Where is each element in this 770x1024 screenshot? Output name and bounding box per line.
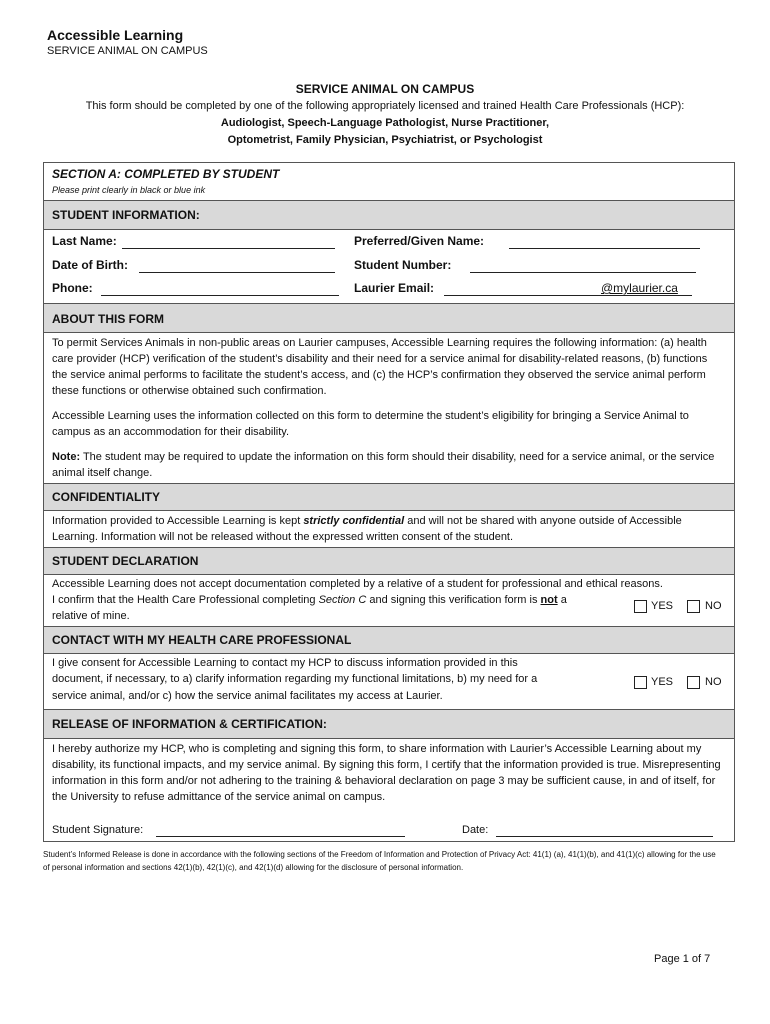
about-band	[44, 303, 734, 333]
about-paragraph-1: To permit Services Animals in non-public areas on Laurier campuses, Accessible Learning requires the following information: (a) health care provider (HCP) verification of the student’s disability and their need for a service animal for disability-related reasons, (b) functions the service animal performs to facilitate the student’s access, and (c) the HCP’s confirmation they observed the service animal perform these functions or otherwise obtained such confirmation.	[52, 337, 708, 397]
confidentiality-emphasis: strictly confidential	[303, 515, 405, 527]
declaration-line-3: relative of mine.	[52, 610, 130, 622]
last-name-field[interactable]	[122, 248, 335, 249]
declaration-line-2c: a	[557, 594, 567, 606]
dob-label: Date of Birth:	[52, 258, 128, 272]
release-text: I hereby authorize my HCP, who is completing and signing this form, to share information with Laurier’s Accessible Learning about my disability, its functional impacts, and my service animal. By signing this form, I certify that the information provided is true. Misrepresenting information in this form and/or not adhering to the training & behavioral declaration on page 3 may be sufficient cause, in and of itself, for the University to refuse admittance of the service animal on campus.	[52, 743, 721, 803]
declaration-section-c: Section C	[318, 594, 367, 606]
declaration-not: not	[540, 594, 558, 606]
hcp-list-line1: Audiologist, Speech-Language Pathologist, Nurse Practitioner,	[220, 117, 550, 129]
preferred-name-label: Preferred/Given Name:	[354, 234, 485, 248]
last-name-label: Last Name:	[52, 234, 117, 248]
section-a-note: Please print clearly in black or blue ink	[52, 185, 206, 195]
date-label: Date:	[462, 824, 489, 836]
confidentiality-heading: CONFIDENTIALITY	[52, 490, 160, 504]
contact-no-checkbox[interactable]	[687, 676, 700, 689]
release-heading: RELEASE OF INFORMATION & CERTIFICATION:	[52, 717, 327, 731]
dob-field[interactable]	[139, 272, 335, 273]
about-heading: ABOUT THIS FORM	[52, 312, 164, 326]
about-paragraph-2: Accessible Learning uses the information collected on this form to determine the student’s eligibility for bringing a Service Animal to campus as an accommodation for their disability.	[52, 410, 689, 438]
contact-heading: CONTACT WITH MY HEALTH CARE PROFESSIONAL	[52, 633, 352, 647]
note-text: The student may be required to update the information on this form should their disability, need for a service animal, or the service animal itself change.	[52, 451, 715, 479]
hcp-list-line2: Optometrist, Family Physician, Psychiatrist, or Psychologist	[227, 134, 543, 146]
confidentiality-text-b: and will not be shared with anyone outside of Accessible Learning. Information will not be released without the expressed written consent of the student.	[52, 515, 682, 543]
contact-yes-label: YES	[651, 676, 674, 688]
about-paragraph-3	[52, 449, 724, 481]
header-subtitle: SERVICE ANIMAL ON CAMPUS	[47, 45, 208, 57]
contact-line-2: document, if necessary, to a) clarify information regarding my functional limitations, b) my need for a	[52, 673, 538, 685]
confidentiality-text-a: Information provided to Accessible Learning is kept	[52, 515, 304, 527]
form-intro: This form should be completed by one of the following appropriately licensed and trained Health Care Professionals (HCP):	[85, 100, 685, 112]
date-field[interactable]	[496, 836, 713, 837]
signature-label: Student Signature:	[52, 824, 144, 836]
release-band	[44, 709, 734, 739]
email-domain-suffix: @mylaurier.ca	[601, 281, 678, 295]
phone-field[interactable]	[101, 295, 339, 296]
phone-label: Phone:	[52, 281, 93, 295]
preferred-name-field[interactable]	[509, 248, 700, 249]
note-label: Note:	[52, 451, 81, 463]
declaration-line-1: Accessible Learning does not accept documentation completed by a relative of a student for professional and ethical reasons.	[52, 578, 663, 590]
contact-band	[44, 626, 734, 654]
student-info-heading: STUDENT INFORMATION:	[52, 208, 200, 222]
declaration-line-2b: and signing this verification form is	[366, 594, 541, 606]
contact-no-label: NO	[705, 676, 722, 688]
privacy-footnote: Student’s Informed Release is done in accordance with the following sections of the Freedom of Information and Protection of Privacy Act: 41(1) (a), 41(1)(b), and 41(1)(c) allowing for the use of personal information and sections 42(1)(b), 42(1)(c), and 42(1)(d) allowing for the disclosure of personal information.	[43, 850, 716, 872]
contact-line-1: I give consent for Accessible Learning to contact my HCP to discuss information provided in this	[52, 657, 518, 669]
section-a-heading: SECTION A: COMPLETED BY STUDENT	[52, 167, 280, 181]
declaration-no-label: NO	[705, 600, 722, 612]
contact-line-3: service animal, and/or c) how the service animal facilitates my access at Laurier.	[52, 690, 443, 702]
confidentiality-band	[44, 483, 734, 511]
declaration-no-checkbox[interactable]	[687, 600, 700, 613]
student-number-label: Student Number:	[354, 258, 452, 272]
declaration-band	[44, 547, 734, 575]
declaration-yes-checkbox[interactable]	[634, 600, 647, 613]
signature-field[interactable]	[156, 836, 405, 837]
student-number-field[interactable]	[470, 272, 696, 273]
form-title: SERVICE ANIMAL ON CAMPUS	[295, 82, 475, 96]
confidentiality-text	[52, 513, 724, 545]
student-info-band	[44, 200, 734, 230]
declaration-heading: STUDENT DECLARATION	[52, 554, 199, 568]
page-number: Page 1 of 7	[654, 953, 711, 965]
form-frame	[43, 162, 735, 842]
declaration-line-2	[52, 592, 632, 608]
email-label: Laurier Email:	[354, 281, 435, 295]
contact-yes-checkbox[interactable]	[634, 676, 647, 689]
declaration-line-2a: I confirm that the Health Care Professional completing	[52, 594, 319, 606]
declaration-yes-label: YES	[651, 600, 674, 612]
email-field[interactable]	[444, 295, 692, 296]
header-title: Accessible Learning	[47, 27, 184, 43]
